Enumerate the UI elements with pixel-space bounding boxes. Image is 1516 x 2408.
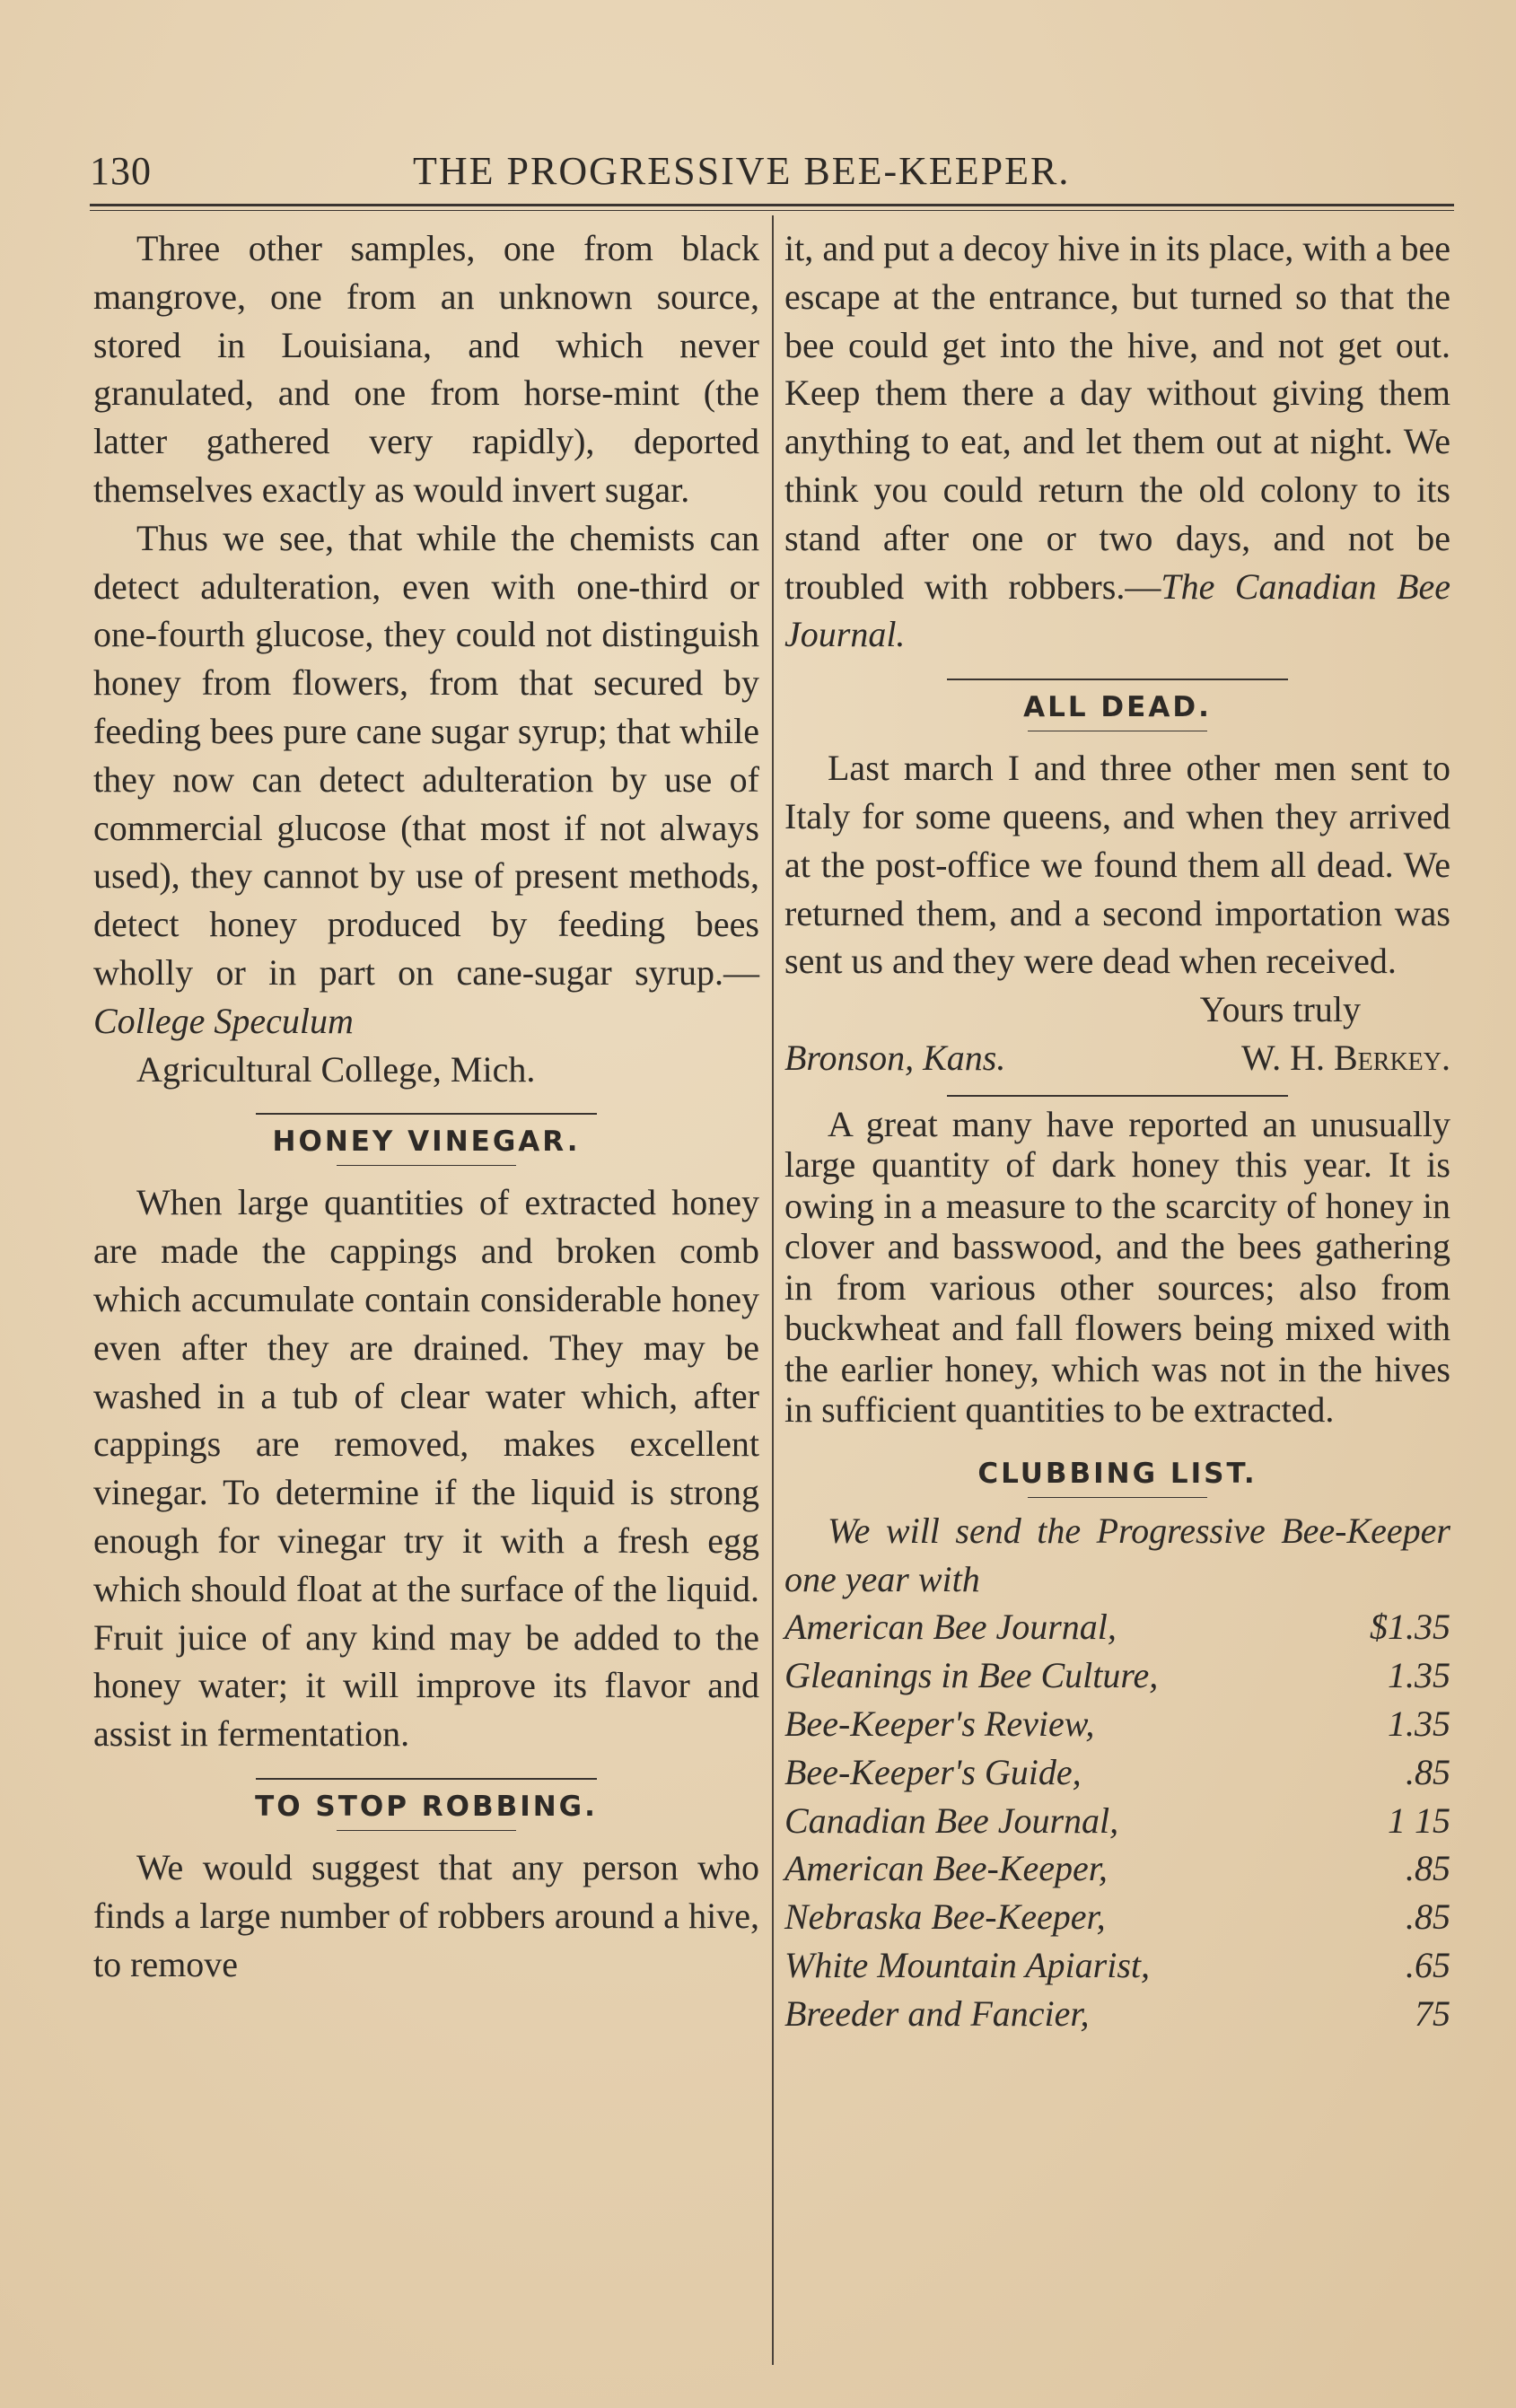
club-item [784, 1990, 1450, 2038]
club-item-name: Bee-Keeper's Review, [784, 1703, 1095, 1744]
section-rule [947, 679, 1288, 680]
closing-yours-truly: Yours truly [1199, 989, 1361, 1030]
club-item-name: Bee-Keeper's Guide, [784, 1751, 1082, 1792]
club-item-price: 1.35 [1388, 1703, 1450, 1744]
club-item [784, 1844, 1450, 1893]
club-item-name: American Bee-Keeper, [784, 1848, 1108, 1889]
source-college-speculum: College Speculum [93, 1000, 354, 1041]
clubbing-intro: We will send the Progressive Bee-Keeper one year with [784, 1510, 1450, 1599]
paragraph-decoy-hive [784, 224, 1450, 659]
club-item [784, 1893, 1450, 1941]
club-item [784, 1748, 1450, 1797]
club-item [784, 1700, 1450, 1748]
club-item-price: .65 [1406, 1944, 1450, 1985]
club-item-price: 1 15 [1388, 1799, 1450, 1841]
paragraph-robbing: We would suggest that any person who finds a large number of robbers around a hive, to remove [93, 1846, 759, 1984]
paragraph-chemists [93, 514, 759, 1046]
signature-place: Bronson, Kans. [784, 1037, 1006, 1078]
club-item [784, 1941, 1450, 1990]
page-number: 130 [90, 149, 152, 193]
heading-honey-vinegar: HONEY VINEGAR. [272, 1125, 581, 1159]
paragraph-dark-honey: A great many have reported an unusually large quantity of dark honey this year. It is owing in a measure to the scarcity of honey in clover and basswood, and the bees gathering in from various other sources; also from buckwheat and fall flowers being mixed with the earlier honey, which was not in the hives in sufficient quantities to be extracted. [784, 1103, 1450, 1431]
club-item-name: Nebraska Bee-Keeper, [784, 1896, 1106, 1938]
club-item-price: 75 [1415, 1992, 1450, 2034]
signature-line [784, 1034, 1450, 1082]
running-title: THE PROGRESSIVE BEE-KEEPER. [413, 149, 1071, 193]
section-rule [256, 1778, 597, 1780]
club-item-name: White Mountain Apiarist, [784, 1944, 1151, 1985]
left-column [93, 224, 759, 1988]
paragraph-decoy-hive-text: it, and put a decoy hive in its place, with a bee escape at the entrance, but turned so that the bee could get into the hive, and not get out. Keep them there a day without giving them anything to eat, and let them out at night. We think you could return the old colony to its stand after one or two days, and not be troubled with robbers.— [784, 228, 1450, 607]
club-item-price: .85 [1406, 1751, 1450, 1792]
club-item [784, 1603, 1450, 1651]
signature-name: W. H. Berkey. [1241, 1037, 1450, 1078]
club-item-name: Gleanings in Bee Culture, [784, 1655, 1159, 1696]
paragraph-queens: Last march I and three other men sent to Italy for some queens, and when they arrived at the post-office we found them all dead. We returned them, and a second importation was sent us and they were dead when received. [784, 748, 1450, 982]
club-item [784, 1797, 1450, 1845]
clubbing-list [784, 1603, 1450, 2037]
club-item-price: .85 [1406, 1896, 1450, 1938]
right-column [784, 224, 1450, 2038]
heading-all-dead: ALL DEAD. [1023, 691, 1212, 724]
page-header [90, 148, 1454, 202]
section-rule [256, 1113, 597, 1115]
heading-clubbing-list: CLUBBING LIST. [977, 1457, 1257, 1490]
header-rule-thin [90, 210, 1454, 211]
club-item-price: $1.35 [1370, 1607, 1450, 1648]
paragraph-samples: Three other samples, one from black mangrove, one from an unknown source, stored in Louisiana, and which never granulated, and one from horse-mint (the latter gathered very rapidly), deported themselves exactly as would invert sugar. [93, 228, 759, 510]
heading-stop-robbing: TO STOP ROBBING. [255, 1790, 598, 1823]
column-divider [772, 215, 774, 2365]
club-item-name: Canadian Bee Journal, [784, 1799, 1119, 1841]
club-item [784, 1651, 1450, 1700]
dateline-agricultural-college: Agricultural College, Mich. [136, 1048, 536, 1090]
club-item-name: Breeder and Fancier, [784, 1992, 1090, 2034]
paragraph-vinegar: When large quantities of extracted honey are made the cappings and broken comb which accumulate contain considerable honey even after they are drained. They may be washed in a tub of clear water which, after cappings are removed, makes excellent vinegar. To determine if the liquid is strong enough for vinegar try it with a fresh egg which should float at the surface of the liquid. Fruit juice of any kind may be added to the honey water; it will improve its flavor and assist in fermentation. [93, 1182, 759, 1755]
club-item-name: American Bee Journal, [784, 1607, 1117, 1648]
header-rule [90, 204, 1454, 206]
club-item-price: .85 [1406, 1848, 1450, 1889]
source-canadian-bee-journal: The Canadian Bee Journal. [784, 565, 1451, 655]
paragraph-chemists-text: Thus we see, that while the chemists can detect adulteration, even with one-third or one-fourth glucose, they could not distinguish honey from flowers, from that secured by feeding bees pure cane sugar syrup; that while they now can detect adulteration by use of commercial glucose (that most if not always used), they cannot by use of present methods, detect honey produced by feeding bees wholly or in part on cane-sugar syrup.— [93, 517, 759, 993]
club-item-price: 1.35 [1388, 1655, 1450, 1696]
